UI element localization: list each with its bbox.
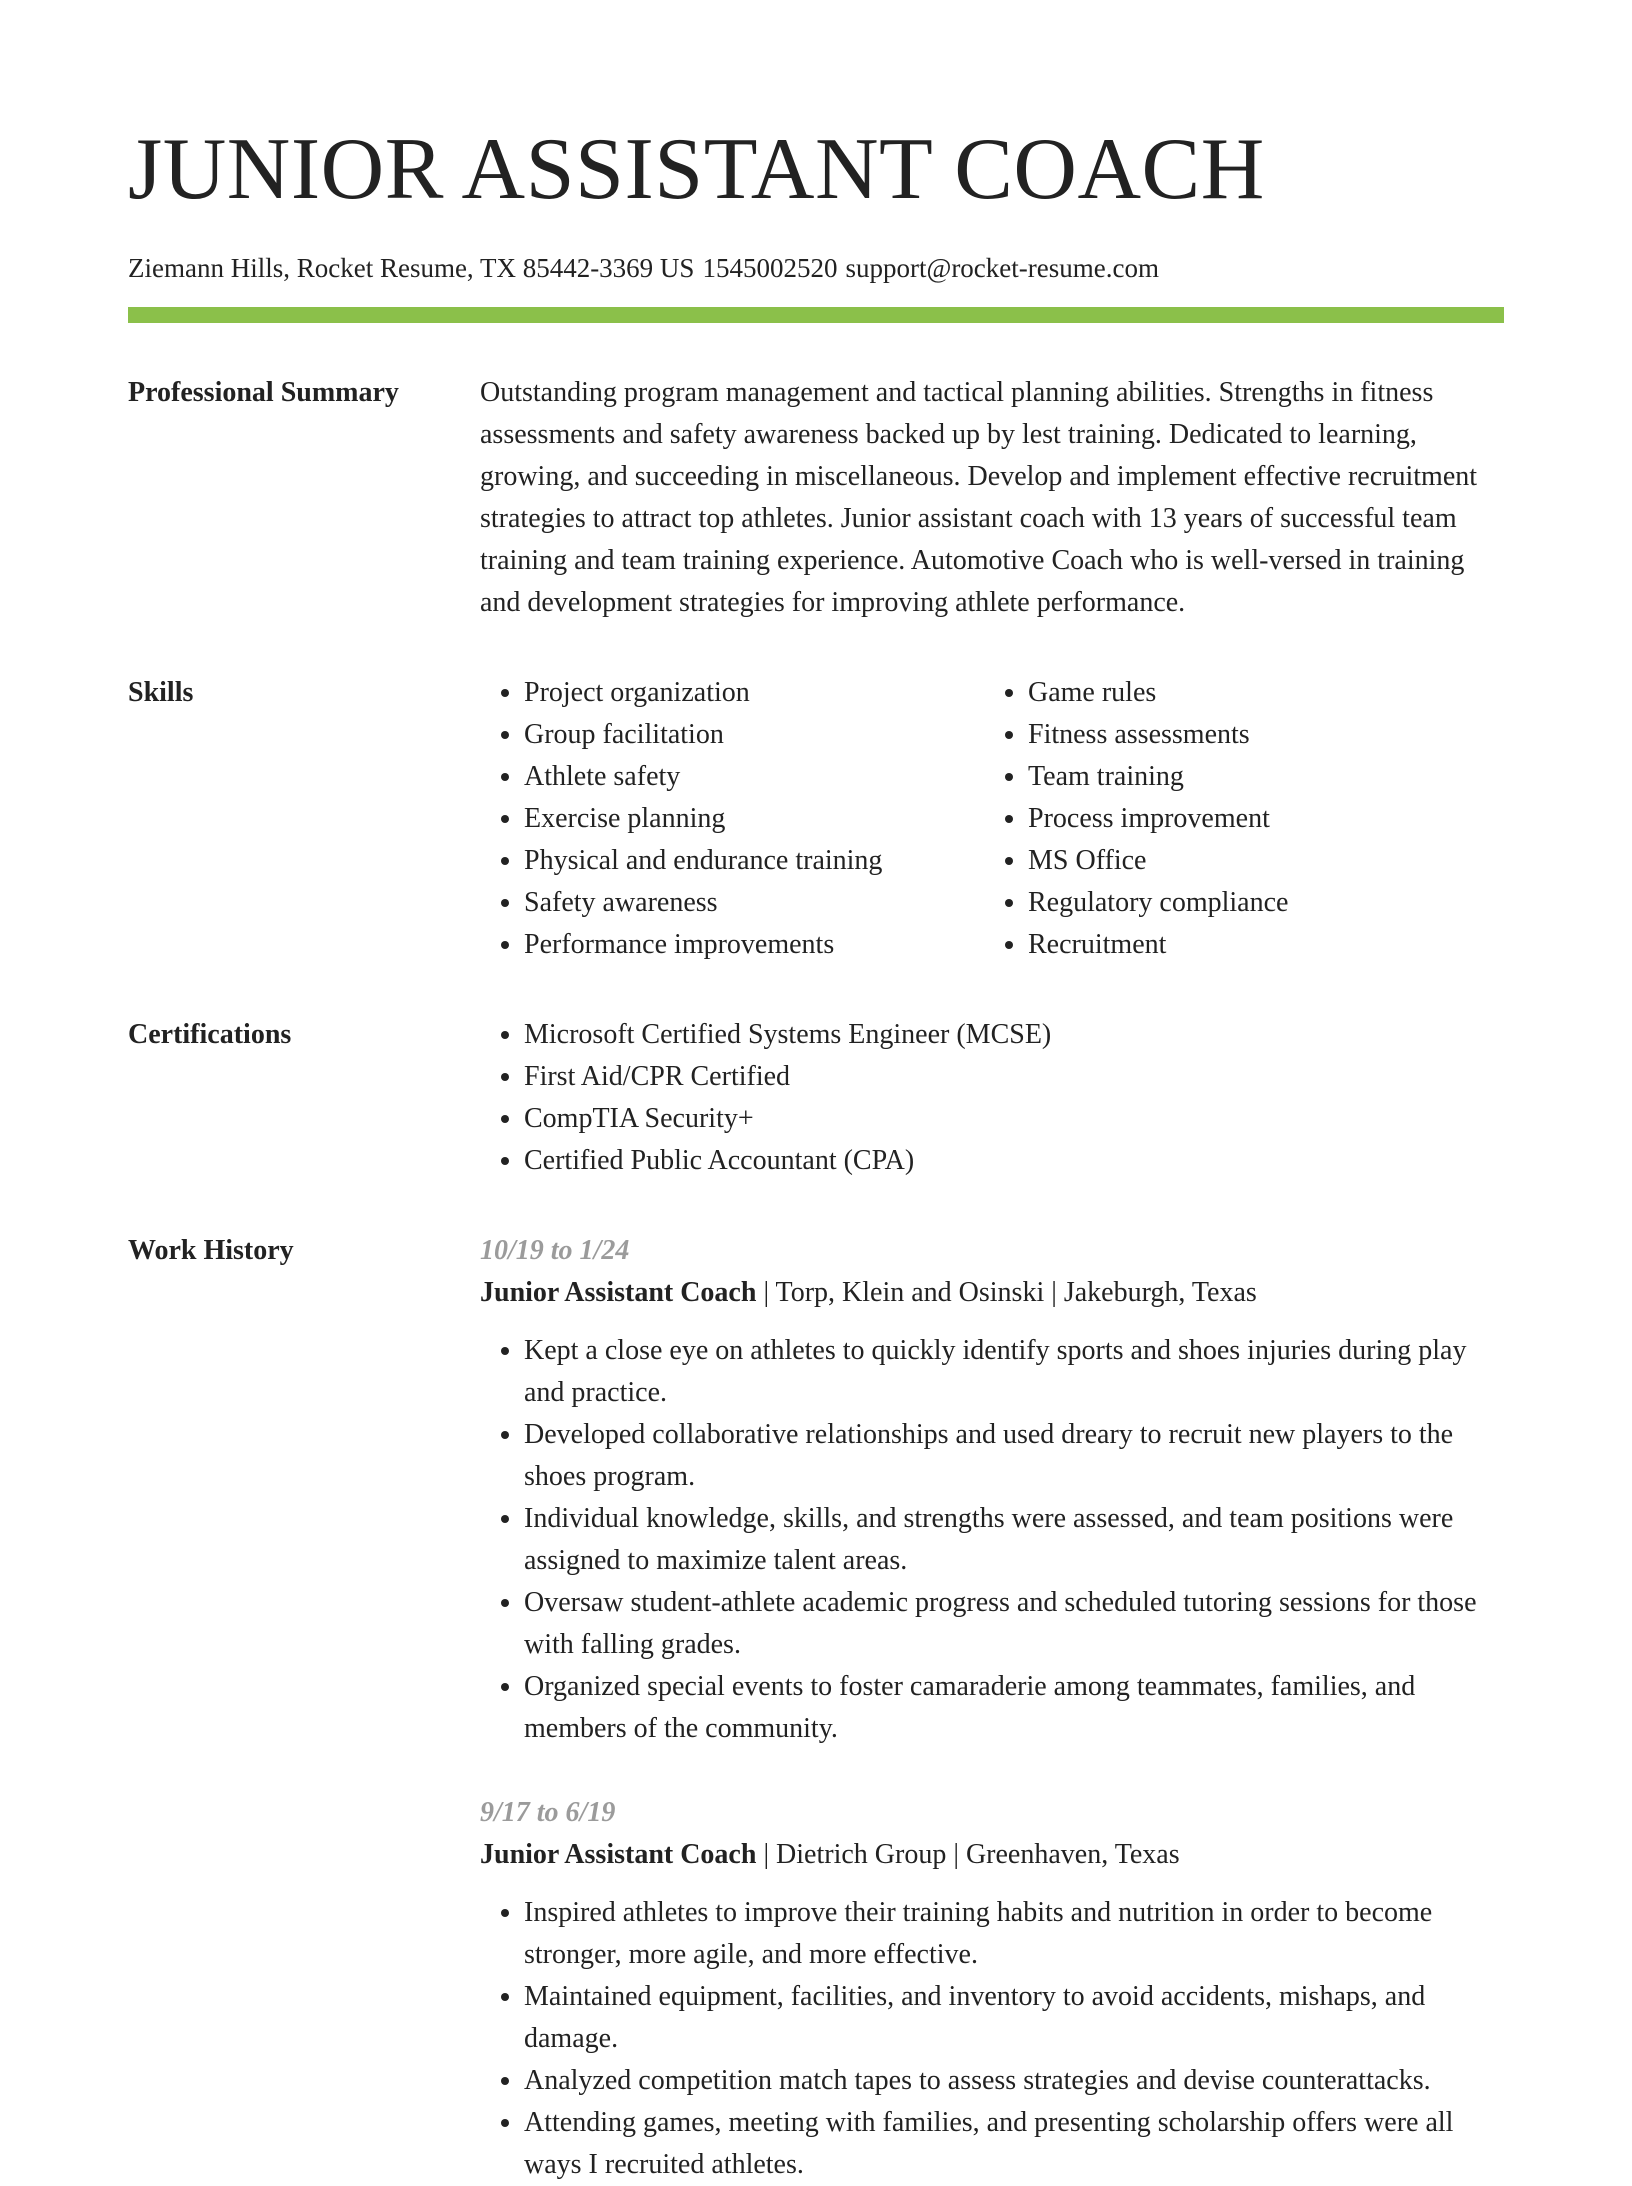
- skill-item: • Athlete safety: [524, 756, 984, 798]
- resume-name: JUNIOR ASSISTANT COACH: [128, 121, 1265, 218]
- skill-item: • MS Office: [1028, 840, 1288, 882]
- contact-phone: 1545002520: [702, 253, 838, 283]
- job-location: Greenhaven, Texas: [965, 1839, 1180, 1870]
- contact-email: support@rocket-resume.com: [845, 253, 1159, 283]
- skills-list-right: [984, 672, 1288, 966]
- job-title: Junior Assistant Coach: [480, 1839, 757, 1870]
- skills-list-left: [480, 672, 984, 966]
- certifications-heading: Certifications: [128, 1019, 292, 1050]
- certification-item: • Microsoft Certified Systems Engineer (MCSE): [524, 1014, 1504, 1056]
- summary-text: Outstanding program management and tactical planning abilities. Strengths in fitness assessments and safety awareness backed up by lest training. Dedicated to learning, growing, and succeeding in miscellaneous. Develop and implement effective recruitment strategies to attract top athletes. Junior assistant coach with 13 years of successful team training and team training experience. Automotive Coach who is well-versed in training and development strategies for improving athlete performance.: [480, 377, 1478, 618]
- job-company: Dietrich Group: [776, 1839, 947, 1870]
- job-dates: 10/19 to 1/24: [480, 1235, 630, 1266]
- job-heading: [480, 1834, 1504, 1876]
- job-separator: |: [946, 1839, 966, 1870]
- skill-item: • Recruitment: [1028, 924, 1288, 966]
- work-history-heading: Work History: [128, 1235, 294, 1266]
- job-bullet: • Individual knowledge, skills, and strengths were assessed, and team positions were assigned to maximize talent areas.: [524, 1498, 1504, 1582]
- job-bullet: • Attending games, meeting with families, and presenting scholarship offers were all ways I recruited athletes.: [524, 2102, 1504, 2186]
- job-location: Jakeburgh, Texas: [1063, 1277, 1257, 1308]
- job-separator: |: [756, 1277, 776, 1308]
- skill-item: • Process improvement: [1028, 798, 1288, 840]
- certification-item: • First Aid/CPR Certified: [524, 1056, 1504, 1098]
- work-history-section: [128, 1230, 1504, 2186]
- skill-item: • Game rules: [1028, 672, 1288, 714]
- job-bullet: • Kept a close eye on athletes to quickly identify sports and shoes injuries during play and practice.: [524, 1330, 1504, 1414]
- job-separator: |: [1044, 1277, 1064, 1308]
- certification-item: • Certified Public Accountant (CPA): [524, 1140, 1504, 1182]
- job-bullet: • Maintained equipment, facilities, and inventory to avoid accidents, mishaps, and damage.: [524, 1976, 1504, 2060]
- summary-section: [128, 372, 1504, 624]
- job-bullet: • Inspired athletes to improve their training habits and nutrition in order to become stronger, more agile, and more effective.: [524, 1892, 1504, 1976]
- skill-item: • Safety awareness: [524, 882, 984, 924]
- skill-item: • Fitness assessments: [1028, 714, 1288, 756]
- certifications-section: [128, 1014, 1504, 1182]
- skill-item: • Project organization: [524, 672, 984, 714]
- job-bullet: • Developed collaborative relationships and used dreary to recruit new players to the shoes program.: [524, 1414, 1504, 1498]
- job-bullet: • Analyzed competition match tapes to assess strategies and devise counterattacks.: [524, 2060, 1504, 2102]
- certifications-list: [480, 1014, 1504, 1182]
- skill-item: • Performance improvements: [524, 924, 984, 966]
- job-separator: |: [756, 1839, 777, 1870]
- job-dates: 9/17 to 6/19: [480, 1797, 616, 1828]
- job-bullets: [480, 1330, 1504, 1750]
- skill-item: • Exercise planning: [524, 798, 984, 840]
- job-bullets: [480, 1892, 1504, 2186]
- summary-heading: Professional Summary: [128, 377, 399, 408]
- contact-address: Ziemann Hills, Rocket Resume, TX 85442-3369 US: [128, 253, 695, 283]
- skills-section: [128, 672, 1504, 966]
- job-title: Junior Assistant Coach: [480, 1277, 757, 1308]
- certification-item: • CompTIA Security+: [524, 1098, 1504, 1140]
- job-heading: [480, 1272, 1504, 1314]
- skill-item: • Regulatory compliance: [1028, 882, 1288, 924]
- job-bullet: • Organized special events to foster camaraderie among teammates, families, and members of the community.: [524, 1666, 1504, 1750]
- contact-line: [128, 248, 1504, 288]
- skill-item: • Team training: [1028, 756, 1288, 798]
- accent-divider: [128, 307, 1504, 323]
- job-company: Torp, Klein and Osinski: [775, 1277, 1045, 1308]
- skills-heading: Skills: [128, 677, 194, 708]
- skill-item: • Group facilitation: [524, 714, 984, 756]
- skill-item: • Physical and endurance training: [524, 840, 984, 882]
- job-entry: [480, 1230, 1504, 1750]
- job-bullet: • Oversaw student-athlete academic progress and scheduled tutoring sessions for those with falling grades.: [524, 1582, 1504, 1666]
- job-entry: [480, 1792, 1504, 2186]
